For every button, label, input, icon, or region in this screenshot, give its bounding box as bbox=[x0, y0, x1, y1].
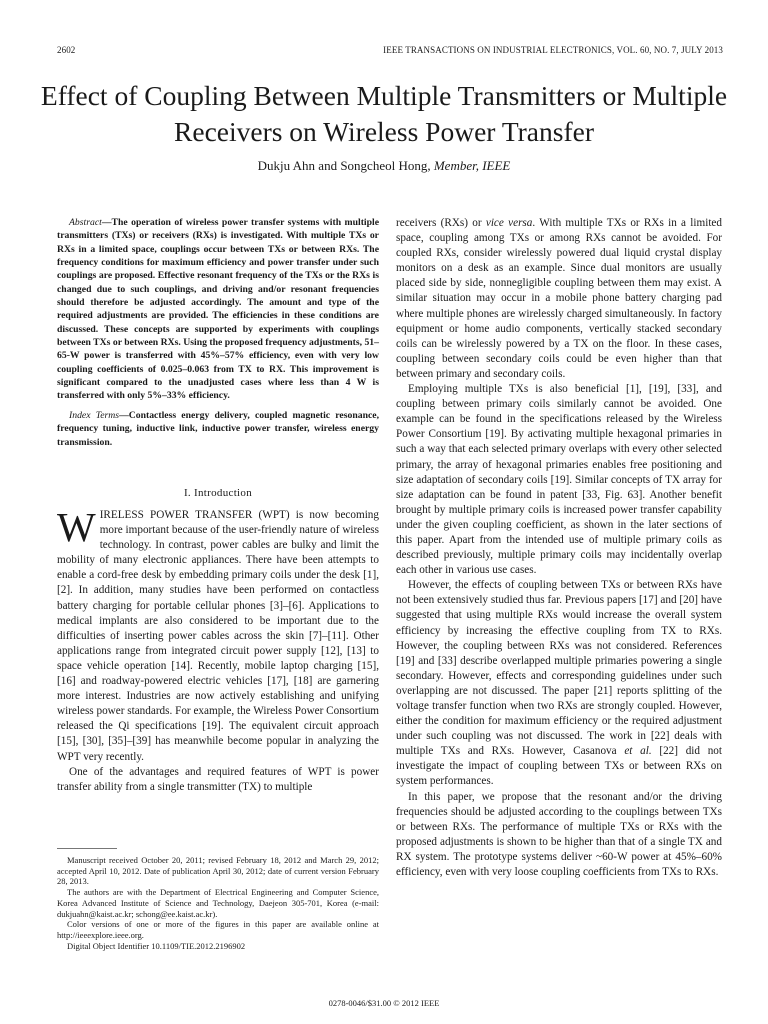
footnote-rule bbox=[57, 848, 117, 849]
right-column bbox=[396, 216, 722, 880]
right-p1-end: . With multiple TXs or RXs in a limited space, coupling among TXs or among RXs cannot be avoided. For coupled RXs, consider wirelessly powered dual liquid crystal display monitors on a desk as an example. Since dual monitors are usually placed side by side, nonnegligible coupling between them may exist. A similar situation may occur in a mobile phone battery charging pad where multiple phones are wirelessly charged simultaneously. In factory equipment or home audio components, vertically stacked secondary coils can be wirelessly powered by a TX on the floor. In these cases, coupling between secondary coils could be even higher than that between primary and secondary coils. bbox=[396, 217, 722, 380]
right-p3-end: [22] did not investigate the impact of coupling between TXs or between RXs on system performances. bbox=[396, 745, 722, 788]
copyright-line: 0278-0046/$31.00 © 2012 IEEE bbox=[328, 998, 440, 1008]
author-names: Dukju Ahn and Songcheol Hong, bbox=[257, 158, 431, 173]
index-terms-text: —Contactless energy delivery, coupled magnetic resonance, frequency tuning, inductive link, inductive power transfer, wireless energy transmission. bbox=[57, 409, 379, 448]
introduction-body bbox=[57, 504, 379, 795]
paper-title: Effect of Coupling Between Multiple Transmitters or Multiple Receivers on Wireless Power Transfer bbox=[40, 80, 728, 147]
index-terms bbox=[57, 409, 379, 449]
right-paragraph-1 bbox=[396, 216, 722, 382]
intro-paragraph-2: One of the advantages and required features of WPT is power transfer ability from a single transmitter (TX) to multiple bbox=[57, 765, 379, 793]
right-paragraph-2: Employing multiple TXs is also beneficial [1], [19], [33], and coupling between primary coils similarly cannot be avoided. One example can be found in the specifications released by the Wireless Power Consortium [19]. By activating multiple hexagonal primaries in such a way that each selected primary overlaps with every other selected primary, the array of hexagonal primaries enables free positioning and size adaptation of secondary coils [19]. Similar concepts of TX array for size adaptation can be found in patent [33, Fig. 63]. Another benefit brought by multiple primary coils is increased power transfer capability under the given coupling coefficient, as shown in the later sections of this paper. Apart from the intended use of multiple primary coils as described previously, multiple primary coils may incidentally overlap each other in various use cases. bbox=[396, 383, 722, 577]
footnote-affiliation: The authors are with the Department of Electrical Engineering and Computer Science, Korea Advanced Institute of Science and Technology, Daejeon 305-701, Korea (e-mail: dukjuahn@kaist.ac.kr; schong@ee.kaist.ac.kr). bbox=[57, 887, 379, 919]
author-membership: Member, IEEE bbox=[433, 158, 511, 173]
footnote-color: Color versions of one or more of the figures in this paper are available online at http://ieeexplore.ieee.org. bbox=[57, 919, 379, 940]
right-p1-start: receivers (RXs) or bbox=[396, 217, 486, 229]
section-heading-introduction: I. Introduction bbox=[183, 487, 253, 499]
abstract-text: —The operation of wireless power transfer systems with multiple transmitters (TXs) or receivers (RXs) is investigated. With multiple TXs or RXs in a limited space, couplings occur between TXs or between RXs. The frequency conditions for maximum efficiency and power transfer under such couplings are proposed. Effective resonant frequency of the TXs or the RXs is changed due to such couplings, and driving and/or resonant frequencies should therefore be adjusted accordingly. The amount and type of the required adjustments are provided. The efficiencies in these conditions are discussed. These concepts are supported by experiments with couplings between TXs or between RXs. Using the proposed frequency adjustments, 51–65-W power is transferred with 45%–57% efficiency, even with very low coupling coefficients of 0.025–0.063 from TX to RX. This improvement is significant compared to the unadjusted cases where less than 4 W is transferred with only 5%–33% efficiency. bbox=[57, 217, 379, 402]
page-number: 2602 bbox=[57, 45, 76, 55]
right-paragraph-3 bbox=[396, 578, 722, 789]
abstract-label: Abstract bbox=[69, 217, 102, 228]
right-p3-italic: et al. bbox=[624, 745, 652, 758]
footnote-manuscript: Manuscript received October 20, 2011; revised February 18, 2012 and March 29, 2012; accepted April 10, 2012. Date of publication April 30, 2012; date of current version February 28, 2013. bbox=[57, 855, 379, 887]
index-terms-label: Index Terms bbox=[69, 409, 120, 421]
intro-paragraph-1-text: IRELESS POWER TRANSFER (WPT) is now becoming more important because of the user-friendly nature of wireless technology. In contrast, power cables are bulky and limit the mobility of many electronic appliances. There have been attempts to enable a cord-free desk by embedding primary coils under the desk [1], [2]. In addition, many studies have been performed on contactless battery charging for portable cellular phones [3]–[6]. Applications to medical implants are also considered to be important due to the difficulties of inserting power cables across the skin [7]–[11]. Other applications range from integrated circuit power supply [12], [13] to space vehicle operation [14]. Recently, mobile laptop charging [15], [16] and roadway-powered electric vehicles [17], [18] are garnering more interest. Industries are now actively establishing and unifying wireless power standards. For example, the Wireless Power Consortium released the Qi specifications [19]. The equivalent circuit approach [15], [30], [35]–[39] has meanwhile become popular in analyzing the WPT very recently. bbox=[57, 509, 379, 763]
drop-cap: W bbox=[57, 504, 96, 550]
right-paragraph-4: In this paper, we propose that the resonant and/or the driving frequencies should be adjusted according to the couplings between TXs or between RXs. The performance of multiple TXs or RXs with the proposed adjustments is shown to be higher than that of a single TX and RX system. The prototype systems deliver ~60-W power at 45%–60% efficiency, even with very loose coupling coefficients from TXs to RXs. bbox=[396, 790, 722, 879]
intro-paragraph-1 bbox=[57, 504, 379, 765]
footnote bbox=[57, 855, 379, 951]
abstract-paragraph bbox=[57, 216, 379, 403]
author-line bbox=[0, 158, 768, 174]
abstract bbox=[57, 216, 379, 449]
right-p3-start: However, the effects of coupling between TXs or between RXs have not been extensively studied thus far. Previous papers [17] and [20] have suggested that using multiple RXs would increase the overall system efficiency by increasing the effective coupling from TX to RXs. However, the coupling between RXs was not considered. References [19] and [33] describe overlapped multiple primaries powering a single secondary. However, effects and corresponding guidelines under such overlapping are not discussed. The paper [21] reports splitting of the voltage transfer function when two RXs are strongly coupled. However, either the condition for maximum efficiency or the required adjustment under such coupling was not discussed. The work in [22] deals with multiple TXs and RXs. However, Casanova bbox=[396, 579, 722, 758]
footnote-doi: Digital Object Identifier 10.1109/TIE.2012.2196902 bbox=[67, 940, 246, 951]
journal-name: IEEE TRANSACTIONS ON INDUSTRIAL ELECTRONICS, VOL. 60, NO. 7, JULY 2013 bbox=[383, 45, 723, 55]
right-p1-italic: vice versa bbox=[485, 217, 533, 229]
running-header bbox=[57, 45, 723, 55]
